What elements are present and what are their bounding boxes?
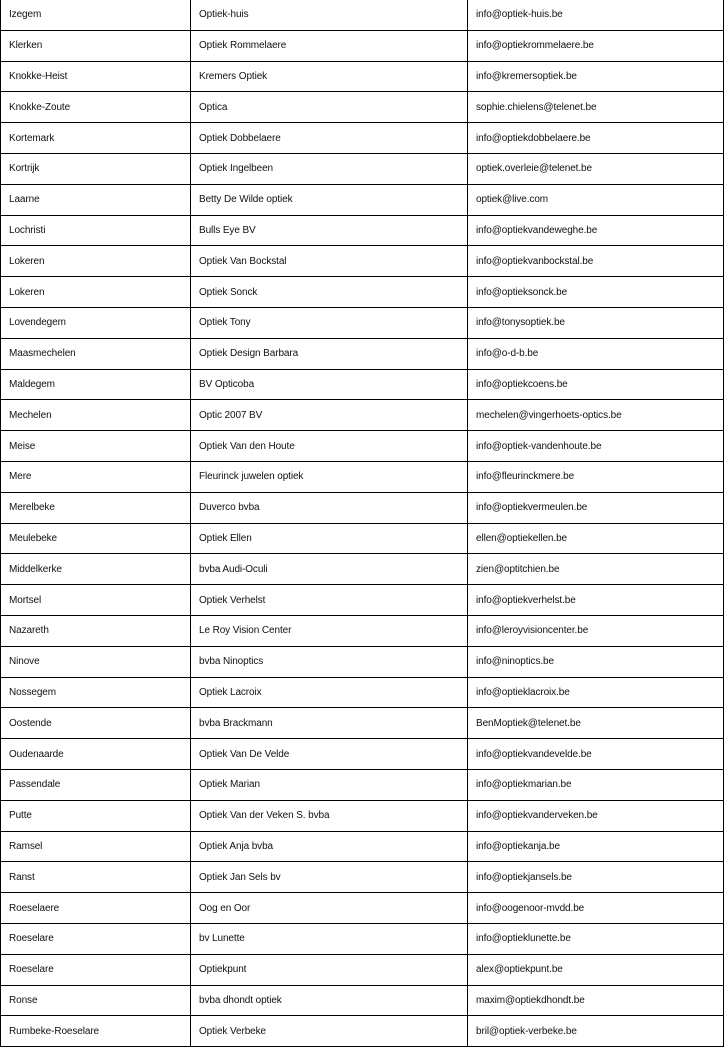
email-cell: ellen@optiekellen.be <box>468 523 724 554</box>
table-row <box>1 0 724 30</box>
city-cell: Lochristi <box>1 215 191 246</box>
email-cell: maxim@optiekdhondt.be <box>468 985 724 1016</box>
email-cell: info@optiekcoens.be <box>468 369 724 400</box>
email-cell: info@optiekvanbockstal.be <box>468 246 724 277</box>
shop-name-cell: Optiek-huis <box>191 0 468 30</box>
table-row <box>1 862 724 893</box>
email-cell: info@optiek-huis.be <box>468 0 724 30</box>
shop-name-cell: Optiek Dobbelaere <box>191 123 468 154</box>
city-cell: Meise <box>1 431 191 462</box>
city-cell: Passendale <box>1 769 191 800</box>
email-cell: sophie.chielens@telenet.be <box>468 92 724 123</box>
table-row <box>1 492 724 523</box>
shop-name-cell: Optiek Marian <box>191 769 468 800</box>
shop-name-cell: bv Lunette <box>191 923 468 954</box>
email-cell: mechelen@vingerhoets-optics.be <box>468 400 724 431</box>
city-cell: Lokeren <box>1 246 191 277</box>
table-row <box>1 369 724 400</box>
city-cell: Lokeren <box>1 277 191 308</box>
table-row <box>1 831 724 862</box>
shop-name-cell: Fleurinck juwelen optiek <box>191 461 468 492</box>
city-cell: Mere <box>1 461 191 492</box>
shop-name-cell: Optiek Tony <box>191 307 468 338</box>
table-body <box>1 0 724 1047</box>
shop-name-cell: Optiek Ellen <box>191 523 468 554</box>
city-cell: Nossegem <box>1 677 191 708</box>
table-row <box>1 277 724 308</box>
city-cell: Knokke-Heist <box>1 61 191 92</box>
shop-name-cell: bvba dhondt optiek <box>191 985 468 1016</box>
city-cell: Mortsel <box>1 585 191 616</box>
email-cell: info@optiekmarian.be <box>468 769 724 800</box>
table-row <box>1 893 724 924</box>
email-cell: info@optiekdobbelaere.be <box>468 123 724 154</box>
table-row <box>1 307 724 338</box>
city-cell: Nazareth <box>1 615 191 646</box>
city-cell: Laarne <box>1 184 191 215</box>
city-cell: Roeselaere <box>1 893 191 924</box>
city-cell: Maasmechelen <box>1 338 191 369</box>
shop-name-cell: Optiek Lacroix <box>191 677 468 708</box>
shop-name-cell: Optiek Verbeke <box>191 1016 468 1047</box>
email-cell: info@optieklacroix.be <box>468 677 724 708</box>
email-cell: info@optiekanja.be <box>468 831 724 862</box>
email-cell: info@optiekvandevelde.be <box>468 739 724 770</box>
email-cell: info@tonysoptiek.be <box>468 307 724 338</box>
city-cell: Roeselare <box>1 954 191 985</box>
shop-name-cell: Le Roy Vision Center <box>191 615 468 646</box>
email-cell: info@optiekvanderveken.be <box>468 800 724 831</box>
shop-name-cell: Optiek Design Barbara <box>191 338 468 369</box>
city-cell: Putte <box>1 800 191 831</box>
email-cell: info@oogenoor-mvdd.be <box>468 893 724 924</box>
shop-name-cell: Optica <box>191 92 468 123</box>
table-row <box>1 123 724 154</box>
shop-name-cell: Optic 2007 BV <box>191 400 468 431</box>
city-cell: Ninove <box>1 646 191 677</box>
city-cell: Ranst <box>1 862 191 893</box>
city-cell: Ramsel <box>1 831 191 862</box>
email-cell: optiek@live.com <box>468 184 724 215</box>
shop-name-cell: Bulls Eye BV <box>191 215 468 246</box>
table-row <box>1 769 724 800</box>
email-cell: info@optieksonck.be <box>468 277 724 308</box>
email-cell: info@optiekvermeulen.be <box>468 492 724 523</box>
city-cell: Rumbeke-Roeselare <box>1 1016 191 1047</box>
table-row <box>1 523 724 554</box>
table-row <box>1 246 724 277</box>
table-row <box>1 153 724 184</box>
shop-name-cell: bvba Brackmann <box>191 708 468 739</box>
shop-name-cell: Kremers Optiek <box>191 61 468 92</box>
table-row <box>1 92 724 123</box>
table-row <box>1 677 724 708</box>
shop-name-cell: Optiek Van De Velde <box>191 739 468 770</box>
city-cell: Knokke-Zoute <box>1 92 191 123</box>
table-row <box>1 400 724 431</box>
table-row <box>1 1016 724 1047</box>
shop-name-cell: Optiek Anja bvba <box>191 831 468 862</box>
table-row <box>1 646 724 677</box>
shop-name-cell: Duverco bvba <box>191 492 468 523</box>
table-row <box>1 554 724 585</box>
table-row <box>1 461 724 492</box>
shop-name-cell: bvba Ninoptics <box>191 646 468 677</box>
table-row <box>1 338 724 369</box>
city-cell: Izegem <box>1 0 191 30</box>
shop-name-cell: Optiek Rommelaere <box>191 30 468 61</box>
email-cell: bril@optiek-verbeke.be <box>468 1016 724 1047</box>
shop-name-cell: Optiekpunt <box>191 954 468 985</box>
table-row <box>1 923 724 954</box>
email-cell: info@o-d-b.be <box>468 338 724 369</box>
table-row <box>1 615 724 646</box>
shop-name-cell: BV Opticoba <box>191 369 468 400</box>
shop-name-cell: Optiek Van den Houte <box>191 431 468 462</box>
shop-name-cell: Optiek Sonck <box>191 277 468 308</box>
city-cell: Mechelen <box>1 400 191 431</box>
email-cell: optiek.overleie@telenet.be <box>468 153 724 184</box>
city-cell: Merelbeke <box>1 492 191 523</box>
email-cell: info@optiekjansels.be <box>468 862 724 893</box>
shop-name-cell: Optiek Ingelbeen <box>191 153 468 184</box>
city-cell: Lovendegem <box>1 307 191 338</box>
email-cell: info@leroyvisioncenter.be <box>468 615 724 646</box>
email-cell: BenMoptiek@telenet.be <box>468 708 724 739</box>
email-cell: info@optiekrommelaere.be <box>468 30 724 61</box>
email-cell: info@optieklunette.be <box>468 923 724 954</box>
email-cell: alex@optiekpunt.be <box>468 954 724 985</box>
table-row <box>1 61 724 92</box>
email-cell: info@kremersoptiek.be <box>468 61 724 92</box>
shop-name-cell: Optiek Verhelst <box>191 585 468 616</box>
email-cell: info@optiekverhelst.be <box>468 585 724 616</box>
city-cell: Oudenaarde <box>1 739 191 770</box>
email-cell: info@optiekvandeweghe.be <box>468 215 724 246</box>
table-row <box>1 30 724 61</box>
city-cell: Maldegem <box>1 369 191 400</box>
email-cell: info@fleurinckmere.be <box>468 461 724 492</box>
city-cell: Oostende <box>1 708 191 739</box>
city-cell: Kortrijk <box>1 153 191 184</box>
table-row <box>1 708 724 739</box>
email-cell: info@optiek-vandenhoute.be <box>468 431 724 462</box>
table-row <box>1 954 724 985</box>
table-row <box>1 985 724 1016</box>
shop-name-cell: Betty De Wilde optiek <box>191 184 468 215</box>
email-cell: zien@optitchien.be <box>468 554 724 585</box>
city-cell: Middelkerke <box>1 554 191 585</box>
city-cell: Ronse <box>1 985 191 1016</box>
city-cell: Meulebeke <box>1 523 191 554</box>
table-row <box>1 800 724 831</box>
table-row <box>1 739 724 770</box>
shop-name-cell: Optiek Van der Veken S. bvba <box>191 800 468 831</box>
table-row <box>1 431 724 462</box>
email-cell: info@ninoptics.be <box>468 646 724 677</box>
table-row <box>1 215 724 246</box>
city-cell: Roeselare <box>1 923 191 954</box>
city-cell: Klerken <box>1 30 191 61</box>
shop-name-cell: bvba Audi-Oculi <box>191 554 468 585</box>
shop-name-cell: Optiek Jan Sels bv <box>191 862 468 893</box>
table-row <box>1 585 724 616</box>
table-row <box>1 184 724 215</box>
shop-name-cell: Optiek Van Bockstal <box>191 246 468 277</box>
shop-name-cell: Oog en Oor <box>191 893 468 924</box>
city-cell: Kortemark <box>1 123 191 154</box>
